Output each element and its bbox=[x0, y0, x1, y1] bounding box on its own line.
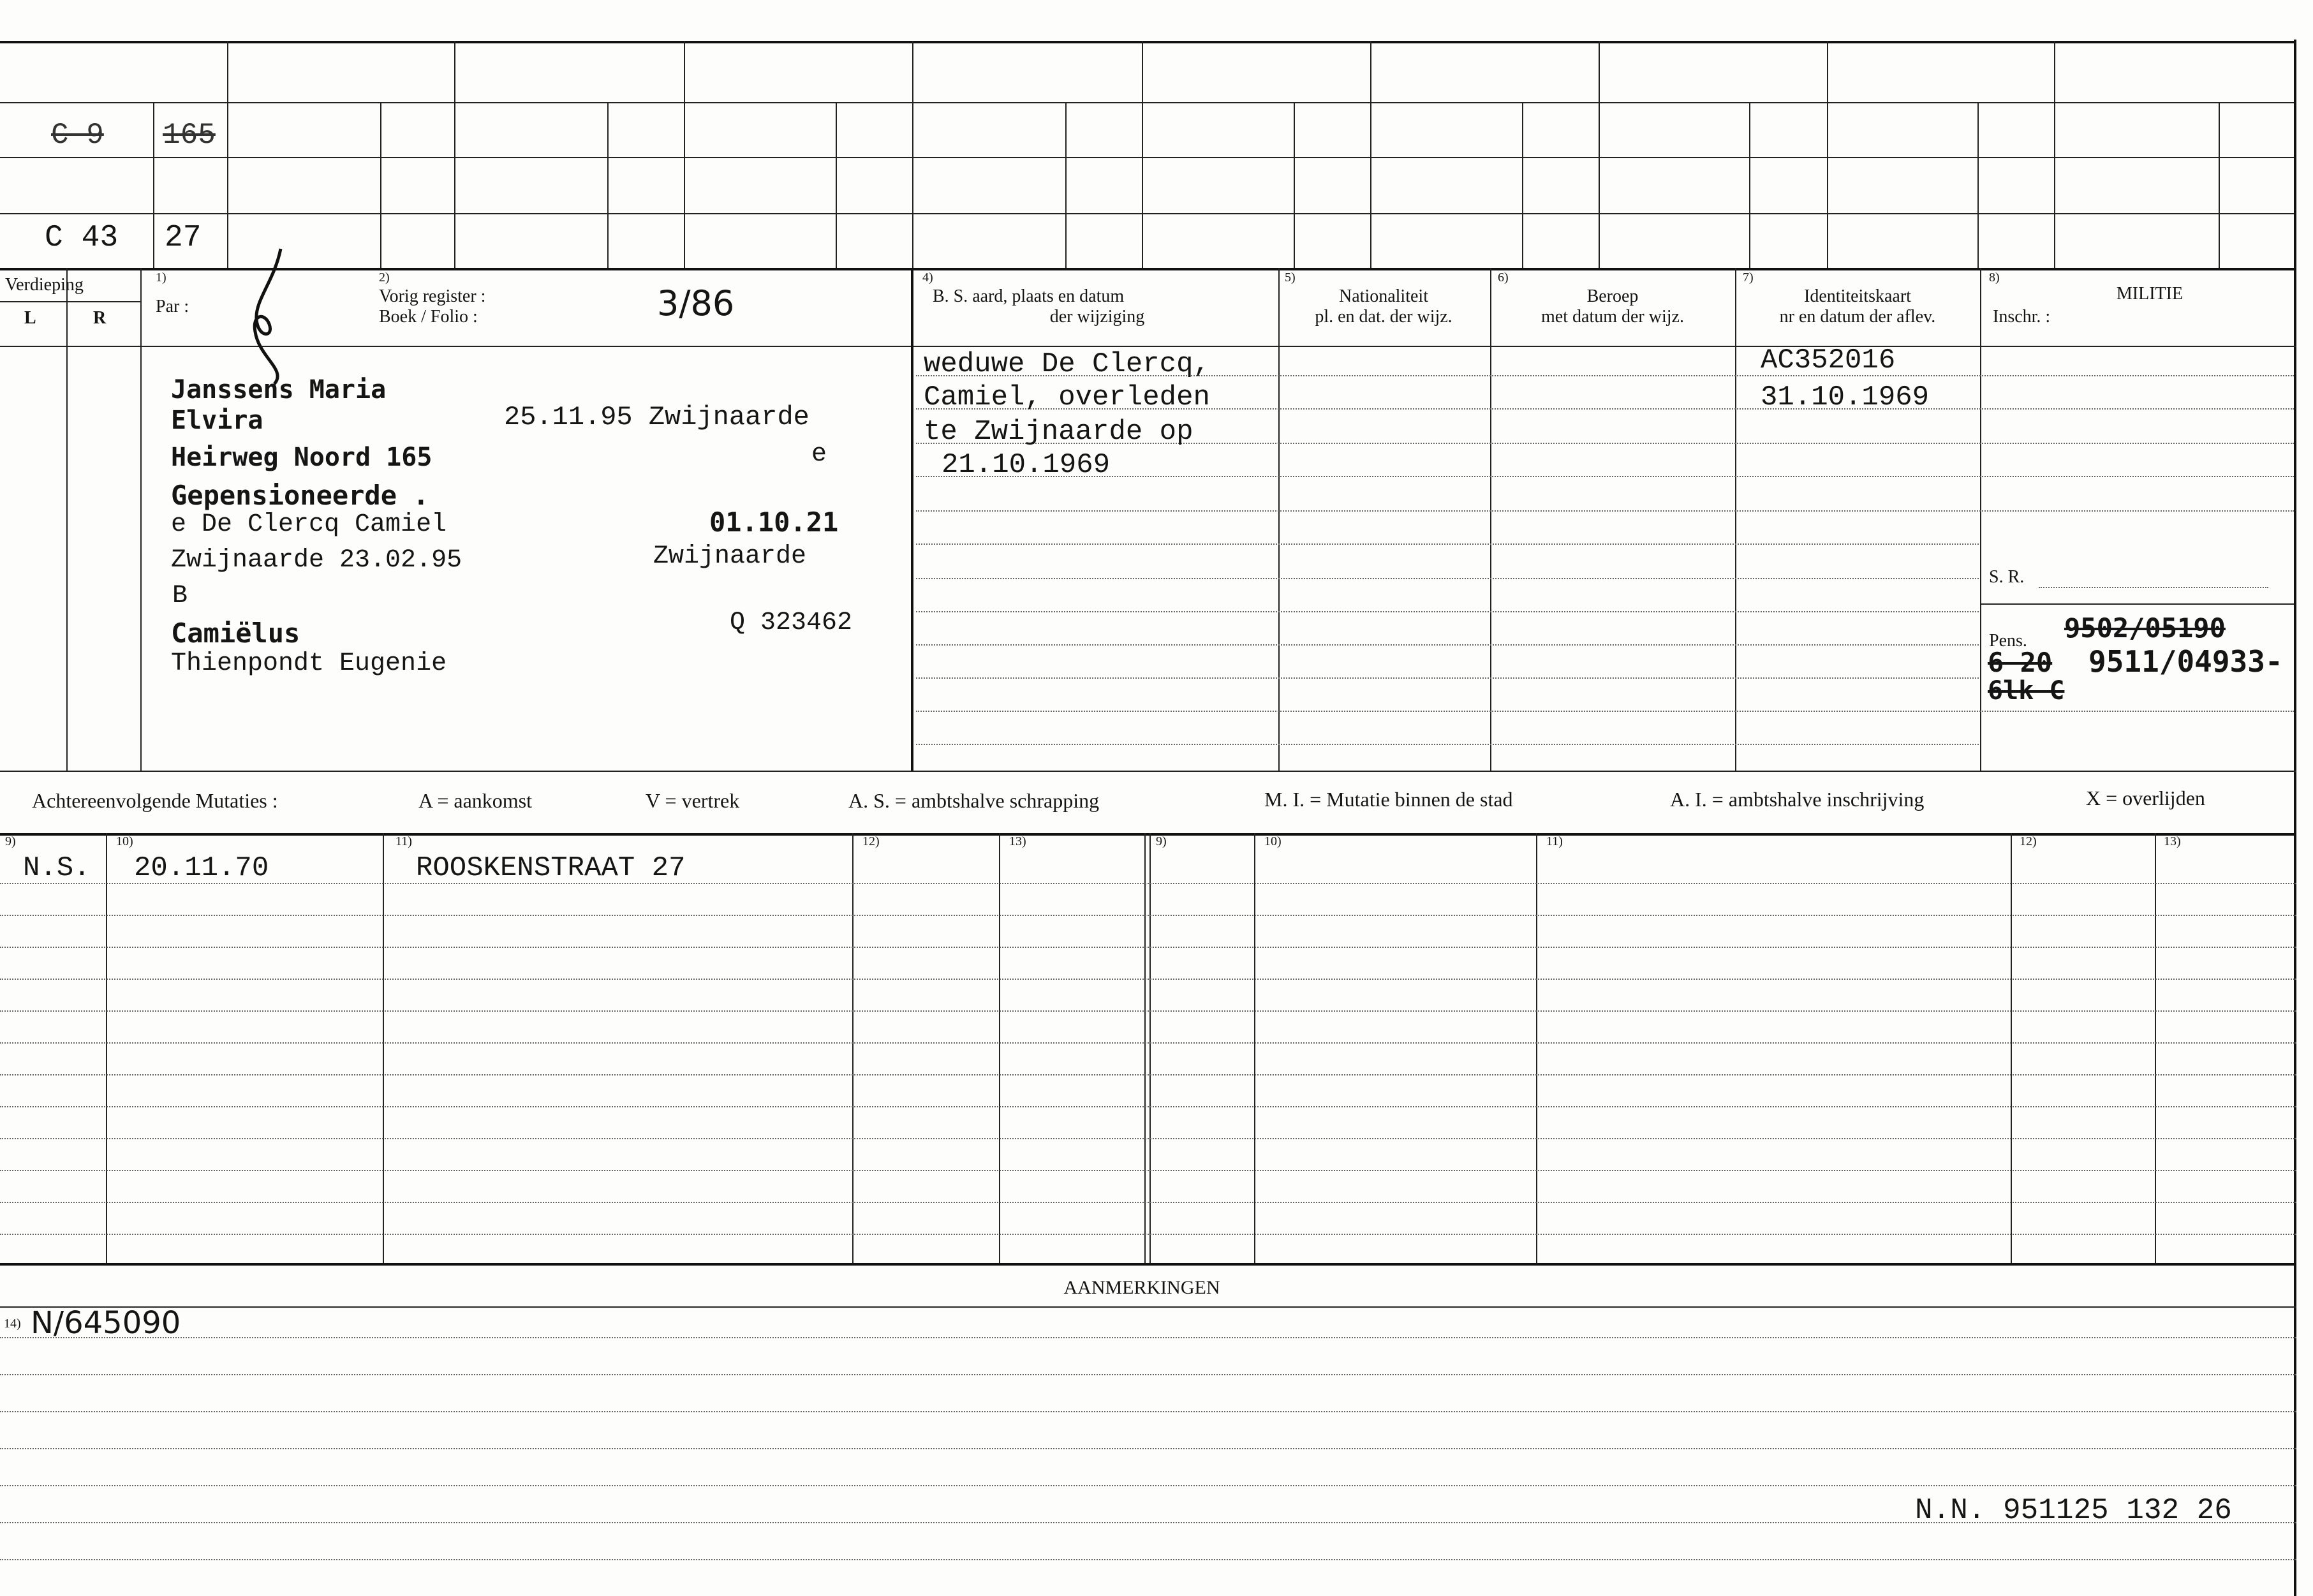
legend-x: X = overlijden bbox=[2086, 787, 2205, 809]
person-father: Camiëlus bbox=[171, 617, 300, 649]
mutation-code: N.S. bbox=[23, 852, 91, 884]
verdieping-l-label: L bbox=[24, 308, 36, 328]
person-e-mark: e bbox=[811, 440, 827, 469]
mutation-address: ROOSKENSTRAAT 27 bbox=[416, 852, 686, 884]
person-spouse-birth: Zwijnaarde 23.02.95 bbox=[171, 546, 462, 575]
remarks-number: 14) bbox=[4, 1317, 21, 1331]
person-firstname: Elvira bbox=[171, 406, 263, 435]
legend-ai: A. I. = ambtshalve inschrijving bbox=[1670, 788, 1925, 811]
person-occupation: Gepensioneerde . bbox=[171, 480, 429, 511]
nat-header-1: Nationaliteit bbox=[1339, 286, 1428, 306]
legend-v: V = vertrek bbox=[646, 789, 740, 812]
mut-col-13-right: 13) bbox=[2164, 834, 2181, 848]
handwritten-mark-icon bbox=[230, 242, 306, 389]
mut-col-10-left: 10) bbox=[116, 834, 133, 848]
beroep-header-1: Beroep bbox=[1586, 286, 1639, 306]
bs-number: 4) bbox=[922, 270, 933, 284]
person-marriage-date: 01.10.21 bbox=[709, 506, 839, 538]
militie-number: 8) bbox=[1989, 270, 2000, 284]
person-marriage-place: Zwijnaarde bbox=[653, 542, 807, 571]
legend-title: Achtereenvolgende Mutaties : bbox=[32, 789, 278, 812]
mut-col-12-right: 12) bbox=[2020, 834, 2037, 848]
mut-col-10-right: 10) bbox=[1264, 834, 1282, 848]
nat-number: 5) bbox=[1285, 270, 1296, 284]
legend-as: A. S. = ambtshalve schrapping bbox=[848, 789, 1100, 812]
person-code: Q 323462 bbox=[730, 609, 853, 637]
legend-mi: M. I. = Mutatie binnen de stad bbox=[1264, 788, 1513, 811]
id-card-date: 31.10.1969 bbox=[1761, 381, 1930, 413]
bs-entry-line-1: weduwe De Clercq, bbox=[924, 348, 1210, 380]
person-birth: 25.11.95 Zwijnaarde bbox=[504, 402, 809, 432]
mut-col-11-right: 11) bbox=[1546, 834, 1563, 848]
remarks-value: N/645090 bbox=[31, 1305, 181, 1341]
id-header-1: Identiteitskaart bbox=[1804, 286, 1911, 306]
mut-col-12-left: 12) bbox=[862, 834, 880, 848]
boek-folio-label: Boek / Folio : bbox=[379, 307, 478, 327]
boek-folio-value: 3/86 bbox=[657, 283, 735, 323]
beroep-header-2: met datum der wijz. bbox=[1541, 307, 1684, 327]
inschr-label: Inschr. : bbox=[1993, 307, 2051, 327]
bs-entry-line-3: te Zwijnaarde op bbox=[924, 416, 1193, 448]
bs-entry-line-2: Camiel, overleden bbox=[924, 381, 1210, 413]
pens-struck-1: 9502/05190 bbox=[2064, 612, 2226, 644]
vorig-number: 2) bbox=[379, 270, 390, 284]
remarks-title: AANMERKINGEN bbox=[1063, 1277, 1220, 1298]
verdieping-r-label: R bbox=[93, 308, 107, 328]
top-code-1: C 9 bbox=[51, 119, 104, 152]
pens-label: Pens. bbox=[1989, 631, 2027, 651]
mut-col-11-left: 11) bbox=[395, 834, 412, 848]
mut-col-9-left: 9) bbox=[5, 834, 16, 848]
person-spouse: e De Clercq Camiel bbox=[171, 510, 447, 539]
person-mother: Thienpondt Eugenie bbox=[171, 649, 447, 678]
id-header-2: nr en datum der aflev. bbox=[1779, 307, 1936, 327]
par-number: 1) bbox=[156, 270, 166, 284]
pens-value: 9511/04933- bbox=[2088, 644, 2283, 679]
id-number: 7) bbox=[1743, 270, 1754, 284]
id-card-number: AC352016 bbox=[1761, 344, 1896, 376]
top-code-2: C 43 bbox=[45, 221, 119, 255]
beroep-number: 6) bbox=[1498, 270, 1509, 284]
mut-col-9-right: 9) bbox=[1156, 834, 1167, 848]
sr-label: S. R. bbox=[1989, 567, 2025, 587]
national-number: N.N. 951125 132 26 bbox=[1915, 1494, 2232, 1527]
top-number-2: 27 bbox=[165, 221, 202, 255]
bs-header-1: B. S. aard, plaats en datum bbox=[933, 286, 1125, 306]
bs-entry-line-4: 21.10.1969 bbox=[942, 449, 1111, 481]
par-label: Par : bbox=[156, 297, 189, 316]
nat-header-2: pl. en dat. der wijz. bbox=[1315, 307, 1452, 327]
mut-col-13-left: 13) bbox=[1009, 834, 1026, 848]
pens-struck-2: 6 20 bbox=[1988, 647, 2053, 678]
militie-header: MILITIE bbox=[2116, 284, 2184, 304]
mutation-date: 20.11.70 bbox=[134, 852, 269, 884]
legend-a: A = aankomst bbox=[418, 789, 533, 812]
person-address: Heirweg Noord 165 bbox=[171, 443, 432, 472]
top-number-1: 165 bbox=[163, 119, 216, 152]
verdieping-label: Verdieping bbox=[5, 275, 84, 295]
vorig-register-label: Vorig register : bbox=[379, 286, 486, 306]
person-b: B bbox=[172, 582, 188, 610]
bs-header-2: der wijziging bbox=[1049, 307, 1145, 327]
pens-struck-3: 6lk C bbox=[1988, 676, 2065, 706]
person-name: Janssens Maria bbox=[171, 375, 387, 404]
